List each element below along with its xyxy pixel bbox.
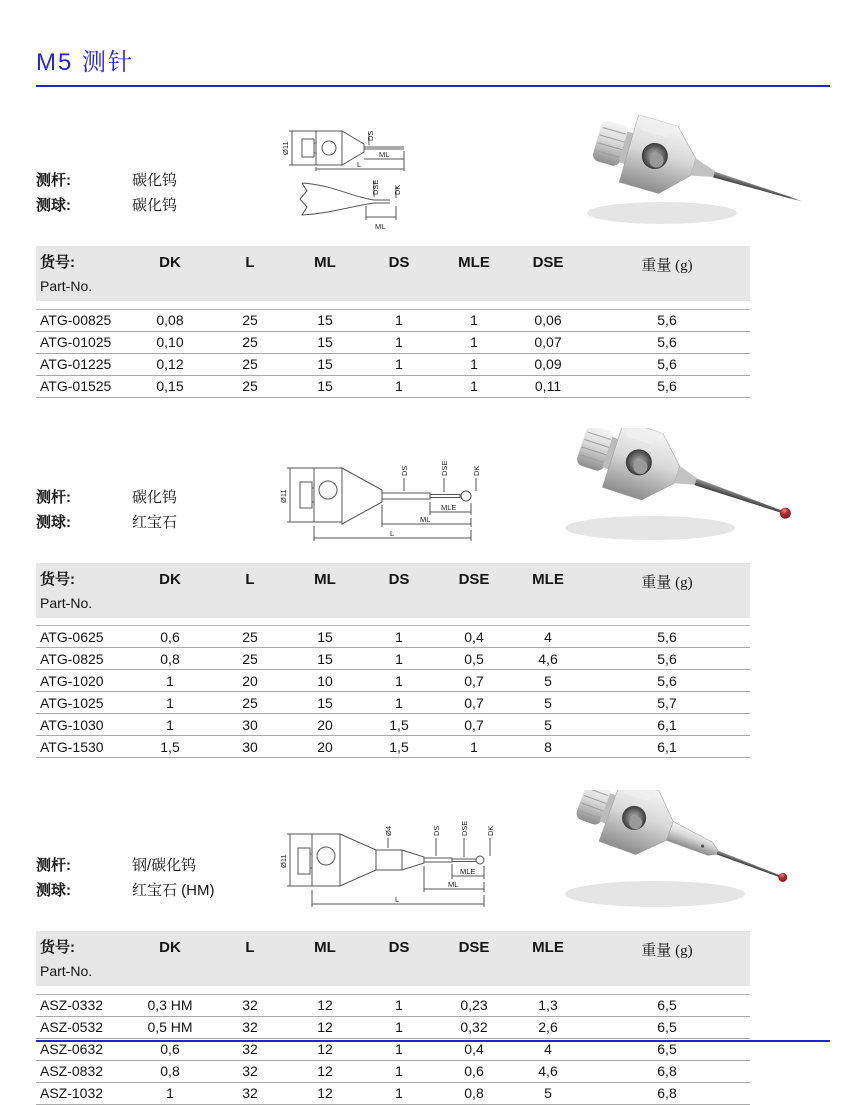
part-no-cell: ASZ-0832: [36, 1060, 128, 1082]
table-row: [36, 1060, 750, 1082]
weight-cell: 6,5: [584, 1038, 750, 1060]
dim-label-dk: DK: [472, 465, 481, 476]
value-cell: 1: [362, 994, 436, 1016]
part-no-cell: ATG-01525: [36, 375, 128, 397]
col-header-dk: DK: [128, 563, 212, 618]
value-cell: 0,7: [436, 714, 512, 736]
value-cell: 0,4: [436, 626, 512, 648]
part-no-label-zh: 货号:: [40, 939, 75, 956]
materials-3: [36, 853, 278, 923]
dim-label-ml: ML: [379, 150, 390, 159]
table-row: [36, 994, 750, 1016]
value-cell: 20: [212, 670, 288, 692]
shank-material: 钢/碳化钨: [132, 857, 197, 874]
table-row: [36, 692, 750, 714]
dim-label-l: L: [357, 160, 362, 169]
value-cell: 1: [362, 1016, 436, 1038]
value-cell: 32: [212, 994, 288, 1016]
value-cell: 1: [436, 353, 512, 375]
value-cell: 15: [288, 692, 362, 714]
weight-cell: 5,6: [584, 626, 750, 648]
value-cell: 1: [362, 626, 436, 648]
table-row: [36, 309, 750, 331]
shank-label: 测杆:: [36, 172, 71, 189]
value-cell: 2,6: [512, 1016, 584, 1038]
col-header-mle: MLE: [512, 931, 584, 986]
table-spacer: [36, 618, 750, 626]
value-cell: 1,5: [362, 714, 436, 736]
dim-label-l: L: [395, 895, 400, 904]
value-cell: 12: [288, 1016, 362, 1038]
table-spacer: [36, 986, 750, 994]
dim-label-dse: DSE: [440, 460, 449, 476]
table-row: [36, 714, 750, 736]
weight-cell: 5,6: [584, 309, 750, 331]
value-cell: 1: [128, 692, 212, 714]
part-no-cell: ASZ-1032: [36, 1082, 128, 1104]
dim-label-ds: DS: [366, 130, 375, 141]
technical-drawing-1: [278, 119, 428, 238]
part-no-cell: ATG-01025: [36, 331, 128, 353]
col-header-dse: DSE: [436, 931, 512, 986]
table-row: [36, 670, 750, 692]
spec-table-1: [36, 246, 750, 398]
weight-cell: 6,8: [584, 1082, 750, 1104]
weight-cell: 6,1: [584, 736, 750, 758]
dim-label-dk: DK: [393, 184, 402, 195]
value-cell: 0,08: [128, 309, 212, 331]
value-cell: 1: [362, 648, 436, 670]
value-cell: 15: [288, 626, 362, 648]
value-cell: 0,5 HM: [128, 1016, 212, 1038]
title-block: [36, 42, 830, 87]
ball-row: [36, 510, 278, 535]
value-cell: 20: [288, 736, 362, 758]
value-cell: 5: [512, 670, 584, 692]
shank-label: 测杆:: [36, 488, 71, 506]
value-cell: 12: [288, 1038, 362, 1060]
value-cell: 1,5: [128, 736, 212, 758]
value-cell: 0,07: [512, 331, 584, 353]
part-no-header: [36, 931, 128, 986]
dim-label-mle: MLE: [441, 502, 457, 512]
value-cell: 10: [288, 670, 362, 692]
shank-row: [36, 853, 278, 878]
table-row: [36, 1016, 750, 1038]
value-cell: 1: [436, 375, 512, 397]
table-spacer: [36, 301, 750, 309]
ball-row: [36, 878, 278, 903]
col-header-dse: DSE: [512, 246, 584, 301]
product-photo-3: [540, 790, 830, 923]
part-no-header: [36, 563, 128, 618]
shank-label: 测杆:: [36, 857, 71, 874]
col-header-ds: DS: [362, 563, 436, 618]
section-2-header: [36, 428, 830, 555]
value-cell: 1: [436, 331, 512, 353]
materials-1: [36, 168, 278, 238]
dim-label-dse: DSE: [460, 820, 469, 836]
col-header-l: L: [212, 246, 288, 301]
value-cell: 25: [212, 309, 288, 331]
ball-label: 测球:: [36, 882, 71, 899]
value-cell: 0,11: [512, 375, 584, 397]
part-no-cell: ATG-1025: [36, 692, 128, 714]
value-cell: 30: [212, 736, 288, 758]
dim-label-ml: ML: [448, 880, 459, 889]
section-1-header: [36, 115, 830, 238]
ball-material: 碳化钨: [132, 197, 178, 214]
part-no-header: [36, 246, 128, 301]
col-header-ds: DS: [362, 931, 436, 986]
col-header-dk: DK: [128, 931, 212, 986]
technical-drawing-2: [278, 450, 488, 555]
value-cell: 5: [512, 1082, 584, 1104]
value-cell: 12: [288, 1082, 362, 1104]
part-no-cell: ATG-0825: [36, 648, 128, 670]
part-no-cell: ATG-1530: [36, 736, 128, 758]
col-header-ml: ML: [288, 931, 362, 986]
col-header-mle: MLE: [512, 563, 584, 618]
value-cell: 32: [212, 1082, 288, 1104]
ball-label: 测球:: [36, 513, 71, 531]
technical-drawing-3: [278, 812, 508, 923]
value-cell: 20: [288, 714, 362, 736]
part-no-label-zh: 货号:: [40, 254, 75, 271]
part-no-cell: ATG-01225: [36, 353, 128, 375]
weight-header: 重量 (g): [584, 931, 750, 986]
value-cell: 12: [288, 994, 362, 1016]
value-cell: 32: [212, 1016, 288, 1038]
value-cell: 1: [436, 309, 512, 331]
weight-cell: 6,1: [584, 714, 750, 736]
part-no-cell: ATG-0625: [36, 626, 128, 648]
part-no-cell: ASZ-0632: [36, 1038, 128, 1060]
value-cell: 15: [288, 648, 362, 670]
dim-label-d4: Ø4: [384, 825, 393, 836]
part-no-label-zh: 货号:: [40, 570, 75, 588]
dim-label-d11: Ø11: [279, 854, 288, 868]
dim-label-l: L: [390, 528, 395, 538]
value-cell: 0,15: [128, 375, 212, 397]
part-no-cell: ATG-1020: [36, 670, 128, 692]
table-row: [36, 648, 750, 670]
table-header-row: [36, 563, 750, 618]
value-cell: 1: [362, 353, 436, 375]
value-cell: 32: [212, 1060, 288, 1082]
value-cell: 0,7: [436, 692, 512, 714]
dim-label-dse: DSE: [371, 179, 380, 195]
col-header-dse: DSE: [436, 563, 512, 618]
value-cell: 1: [362, 375, 436, 397]
spec-table-2: [36, 563, 750, 759]
part-no-label-en: Part-No.: [40, 278, 93, 294]
section-3-header: [36, 790, 830, 923]
value-cell: 0,7: [436, 670, 512, 692]
value-cell: 1: [128, 670, 212, 692]
value-cell: 5: [512, 692, 584, 714]
value-cell: 0,23: [436, 994, 512, 1016]
table-row: [36, 375, 750, 397]
value-cell: 0,12: [128, 353, 212, 375]
materials-2: [36, 485, 278, 555]
weight-cell: 5,7: [584, 692, 750, 714]
value-cell: 1: [362, 331, 436, 353]
part-no-cell: ATG-1030: [36, 714, 128, 736]
value-cell: 15: [288, 309, 362, 331]
table-row: [36, 1082, 750, 1104]
value-cell: 0,4: [436, 1038, 512, 1060]
dim-label-d11: Ø11: [281, 141, 290, 155]
product-photo-1: [562, 115, 830, 238]
shank-row: [36, 168, 278, 193]
page-title: M5 测针: [36, 49, 135, 76]
value-cell: 0,32: [436, 1016, 512, 1038]
table-row: [36, 331, 750, 353]
value-cell: 12: [288, 1060, 362, 1082]
table-row: [36, 353, 750, 375]
col-header-ml: ML: [288, 563, 362, 618]
value-cell: 1: [362, 670, 436, 692]
value-cell: 4: [512, 1038, 584, 1060]
value-cell: 0,8: [128, 1060, 212, 1082]
table-header-row: [36, 931, 750, 986]
value-cell: 0,10: [128, 331, 212, 353]
weight-cell: 6,8: [584, 1060, 750, 1082]
footer-rule: [36, 1040, 830, 1042]
part-no-label-en: Part-No.: [40, 963, 93, 979]
value-cell: 1,3: [512, 994, 584, 1016]
shank-material: 碳化钨: [132, 488, 178, 506]
value-cell: 25: [212, 375, 288, 397]
value-cell: 0,8: [436, 1082, 512, 1104]
value-cell: 15: [288, 375, 362, 397]
value-cell: 0,5: [436, 648, 512, 670]
weight-cell: 5,6: [584, 353, 750, 375]
dim-label-dk: DK: [486, 825, 495, 836]
part-no-cell: ASZ-0532: [36, 1016, 128, 1038]
shank-material: 碳化钨: [132, 172, 178, 189]
dim-label-ml: ML: [420, 514, 431, 524]
ball-material: 红宝石 (HM): [132, 882, 215, 899]
value-cell: 0,6: [436, 1060, 512, 1082]
value-cell: 1: [128, 714, 212, 736]
table-row: [36, 626, 750, 648]
weight-header: 重量 (g): [584, 246, 750, 301]
value-cell: 5: [512, 714, 584, 736]
value-cell: 1,5: [362, 736, 436, 758]
col-header-dk: DK: [128, 246, 212, 301]
weight-cell: 5,6: [584, 331, 750, 353]
weight-cell: 6,5: [584, 994, 750, 1016]
value-cell: 0,8: [128, 648, 212, 670]
value-cell: 0,6: [128, 1038, 212, 1060]
value-cell: 25: [212, 626, 288, 648]
table-row: [36, 736, 750, 758]
value-cell: 25: [212, 692, 288, 714]
dim-label-ds: DS: [400, 465, 409, 476]
value-cell: 1: [362, 1060, 436, 1082]
value-cell: 15: [288, 353, 362, 375]
weight-cell: 5,6: [584, 648, 750, 670]
value-cell: 0,06: [512, 309, 584, 331]
value-cell: 25: [212, 648, 288, 670]
weight-cell: 5,6: [584, 375, 750, 397]
part-no-cell: ATG-00825: [36, 309, 128, 331]
value-cell: 1: [362, 1038, 436, 1060]
part-no-label-en: Part-No.: [40, 594, 93, 611]
dim-label-mle: MLE: [460, 867, 476, 876]
spec-table-3: [36, 931, 750, 1105]
value-cell: 4: [512, 626, 584, 648]
dim-label-ml2: ML: [375, 222, 386, 231]
dim-label-d11: Ø11: [279, 488, 288, 503]
table-header-row: [36, 246, 750, 301]
dim-label-ds: DS: [432, 825, 441, 836]
value-cell: 15: [288, 331, 362, 353]
value-cell: 0,09: [512, 353, 584, 375]
weight-header: 重量 (g): [584, 563, 750, 618]
col-header-ds: DS: [362, 246, 436, 301]
col-header-l: L: [212, 563, 288, 618]
value-cell: 4,6: [512, 1060, 584, 1082]
value-cell: 1: [128, 1082, 212, 1104]
part-no-cell: ASZ-0332: [36, 994, 128, 1016]
value-cell: 1: [362, 1082, 436, 1104]
ball-label: 测球:: [36, 197, 71, 214]
weight-cell: 6,5: [584, 1016, 750, 1038]
value-cell: 0,6: [128, 626, 212, 648]
ball-material: 红宝石: [132, 513, 178, 531]
ball-row: [36, 193, 278, 218]
weight-cell: 5,6: [584, 670, 750, 692]
value-cell: 4,6: [512, 648, 584, 670]
col-header-l: L: [212, 931, 288, 986]
value-cell: 25: [212, 331, 288, 353]
value-cell: 0,3 HM: [128, 994, 212, 1016]
value-cell: 1: [436, 736, 512, 758]
shank-row: [36, 485, 278, 510]
col-header-mle: MLE: [436, 246, 512, 301]
value-cell: 30: [212, 714, 288, 736]
product-photo-2: [540, 428, 830, 555]
value-cell: 8: [512, 736, 584, 758]
value-cell: 25: [212, 353, 288, 375]
value-cell: 1: [362, 309, 436, 331]
value-cell: 1: [362, 692, 436, 714]
value-cell: 32: [212, 1038, 288, 1060]
col-header-ml: ML: [288, 246, 362, 301]
